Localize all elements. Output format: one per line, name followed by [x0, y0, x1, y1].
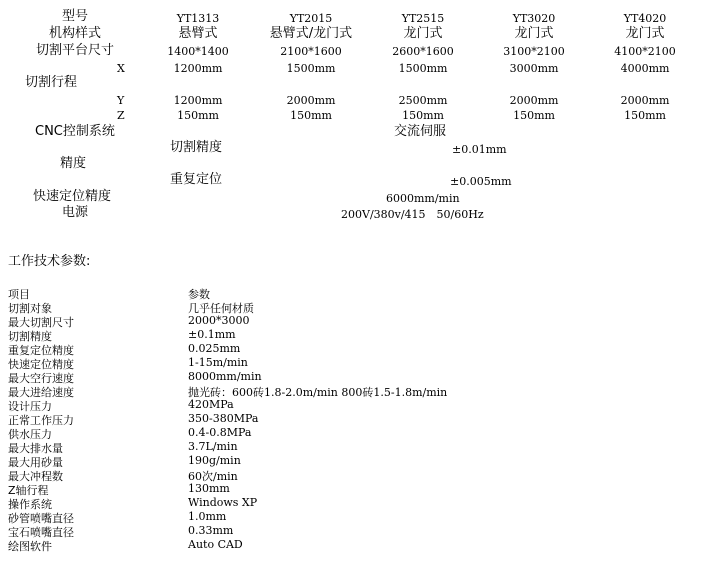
param-value: Auto CAD	[188, 538, 243, 551]
power-label: 电源	[62, 205, 89, 220]
rapid-label: 快速定位精度	[33, 189, 112, 204]
param-value: 1.0mm	[188, 510, 227, 523]
param-value: 几乎任何材质	[188, 302, 254, 315]
param-name: 供水压力	[8, 428, 52, 441]
param-name: 最大切割尺寸	[8, 316, 74, 329]
table-row	[8, 370, 568, 384]
param-name: Z轴行程	[8, 484, 49, 497]
table-row	[8, 398, 568, 412]
table-row	[8, 524, 568, 538]
param-value: 0.33mm	[188, 524, 234, 537]
power-value: 200V/380v/415 50/60Hz	[341, 208, 484, 221]
model-y-stroke: 2000mm	[509, 94, 559, 107]
model-x-stroke: 1500mm	[398, 62, 448, 75]
param-value: 0.025mm	[188, 342, 241, 355]
table-row	[8, 440, 568, 454]
param-name: 切割对象	[8, 302, 52, 315]
table-row	[8, 482, 568, 496]
model-x-stroke: 1200mm	[173, 62, 223, 75]
table-row	[8, 384, 568, 398]
param-name: 设计压力	[8, 400, 52, 413]
y-axis-label: Y	[117, 94, 125, 107]
param-name: 宝石喷嘴直径	[8, 526, 74, 539]
param-name: 切割精度	[8, 330, 52, 343]
table-row	[8, 356, 568, 370]
table-row	[8, 300, 568, 314]
model-style: 龙门式	[403, 26, 443, 41]
param-name: 最大冲程数	[8, 470, 63, 483]
model-z-stroke: 150mm	[177, 109, 219, 122]
cut-precision-label: 切割精度	[170, 140, 223, 155]
model-y-stroke: 2000mm	[286, 94, 336, 107]
param-name: 重复定位精度	[8, 344, 74, 357]
model-x-stroke: 3000mm	[509, 62, 559, 75]
model-x-stroke: 1500mm	[286, 62, 336, 75]
precision-label: 精度	[60, 156, 87, 171]
model-style: 悬臂式/龙门式	[269, 26, 353, 41]
model-platform: 4100*2100	[614, 45, 676, 58]
param-value: 3.7L/min	[188, 440, 238, 453]
table-row	[8, 468, 568, 482]
model-name: YT2515	[401, 12, 445, 25]
table-row	[8, 314, 568, 328]
param-value: 8000mm/min	[188, 370, 262, 383]
table-row	[8, 454, 568, 468]
rapid-value: 6000mm/min	[386, 192, 460, 205]
cnc-value: 交流伺服	[393, 124, 447, 139]
model-style: 龙门式	[625, 26, 665, 41]
tech-heading: 工作技术参数:	[8, 254, 91, 269]
model-platform: 2600*1600	[392, 45, 454, 58]
table-row	[8, 538, 568, 552]
table-row	[8, 412, 568, 426]
param-value: 1-15m/min	[188, 356, 248, 369]
param-value: 0.4-0.8MPa	[188, 426, 252, 439]
model-platform: 3100*2100	[503, 45, 565, 58]
model-z-stroke: 150mm	[624, 109, 666, 122]
model-y-stroke: 2000mm	[620, 94, 670, 107]
param-value: 420MPa	[188, 398, 234, 411]
param-name: 绘图软件	[8, 540, 52, 553]
table-header-row	[8, 286, 568, 300]
model-style: 悬臂式	[178, 26, 218, 41]
x-axis-label: X	[117, 62, 125, 75]
param-name: 正常工作压力	[8, 414, 74, 427]
param-name: 操作系统	[8, 498, 52, 511]
model-label: 型号	[61, 9, 89, 24]
model-platform: 2100*1600	[280, 45, 342, 58]
param-name: 砂管喷嘴直径	[8, 512, 74, 525]
stroke-label: 切割行程	[25, 75, 78, 90]
param-name: 最大排水量	[8, 442, 63, 455]
model-name: YT4020	[623, 12, 667, 25]
model-z-stroke: 150mm	[513, 109, 555, 122]
model-name: YT3020	[512, 12, 556, 25]
platform-label: 切割平台尺寸	[35, 43, 115, 58]
model-z-stroke: 150mm	[290, 109, 332, 122]
z-axis-label: Z	[117, 109, 125, 122]
param-value: 60次/min	[188, 470, 238, 483]
cnc-label: CNC控制系统	[35, 124, 115, 139]
model-name: YT1313	[176, 12, 220, 25]
repeat-value: ±0.005mm	[450, 175, 512, 188]
param-value: ±0.1mm	[188, 328, 236, 341]
param-name: 快速定位精度	[8, 358, 74, 371]
param-value: 参数	[188, 288, 210, 301]
table-row	[8, 496, 568, 510]
cut-precision-value: ±0.01mm	[452, 143, 507, 156]
model-platform: 1400*1400	[167, 45, 229, 58]
param-value: 130mm	[188, 482, 230, 495]
param-value: 350-380MPa	[188, 412, 259, 425]
param-value: 190g/min	[188, 454, 241, 467]
param-name: 最大空行速度	[8, 372, 74, 385]
model-y-stroke: 2500mm	[398, 94, 448, 107]
spec-table	[0, 0, 725, 225]
model-name: YT2015	[289, 12, 333, 25]
param-value: 抛光砖：600砖1.8-2.0m/min 800砖1.5-1.8m/min	[188, 386, 448, 399]
style-label: 机构样式	[48, 26, 102, 41]
param-name: 最大进给速度	[8, 386, 74, 399]
table-row	[8, 328, 568, 342]
model-style: 龙门式	[514, 26, 554, 41]
model-x-stroke: 4000mm	[620, 62, 670, 75]
table-row	[8, 510, 568, 524]
model-y-stroke: 1200mm	[173, 94, 223, 107]
param-value: 2000*3000	[188, 314, 250, 327]
param-name: 最大用砂量	[8, 456, 63, 469]
param-name: 项目	[8, 288, 30, 301]
repeat-label: 重复定位	[170, 172, 223, 187]
model-z-stroke: 150mm	[402, 109, 444, 122]
table-row	[8, 342, 568, 356]
param-value: Windows XP	[188, 496, 258, 509]
table-row	[8, 426, 568, 440]
